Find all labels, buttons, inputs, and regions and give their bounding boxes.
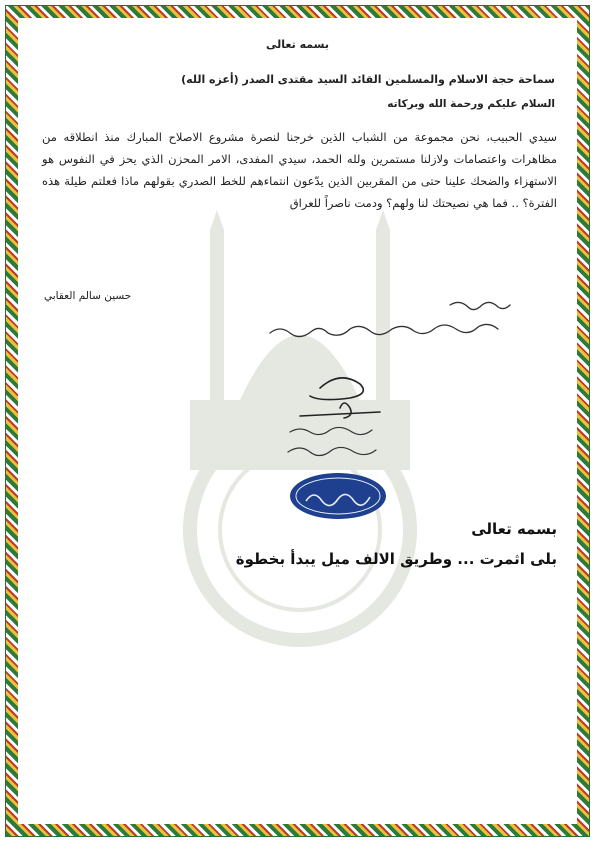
- letter-heading: بسمه تعالى: [266, 38, 329, 51]
- letter-greeting: السلام عليكم ورحمة الله وبركاته: [387, 98, 555, 110]
- letter-signer: حسين سالم العقابي: [44, 290, 132, 302]
- handwritten-reply-icon: [250, 293, 540, 353]
- letter-addressee: سماحة حجة الاسلام والمسلمين القائد السيد مقتدى الصدر (أعزه الله): [181, 73, 555, 86]
- handwritten-date-icon: [280, 418, 400, 468]
- reply-body: بلى اثمرت ... وطريق الالف ميل يبدأ بخطوة: [235, 550, 557, 568]
- reply-title: بسمه تعالى: [471, 520, 557, 538]
- letter-page: [30, 28, 565, 808]
- official-seal-icon: [288, 471, 388, 521]
- letter-body: سيدي الحبيب، نحن مجموعة من الشباب الذين خرجنا لنصرة مشروع الاصلاح المبارك منذ انطلاقه من مظاهرات واعتصامات ولازلنا مستمرين ولله الحمد، سيدي المفدى، الامر المحزن الذي يحز في النفوس هو الاستهزاء والضحك علينا حتى من المقربين الذين يدّعون انتماءهم للخط الصدري بقولهم ماذا فعلتم طيلة هذه الفترة؟ .. فما هي نصيحتك لنا ولهم؟ ودمت ناصراً للعراق: [42, 130, 557, 210]
